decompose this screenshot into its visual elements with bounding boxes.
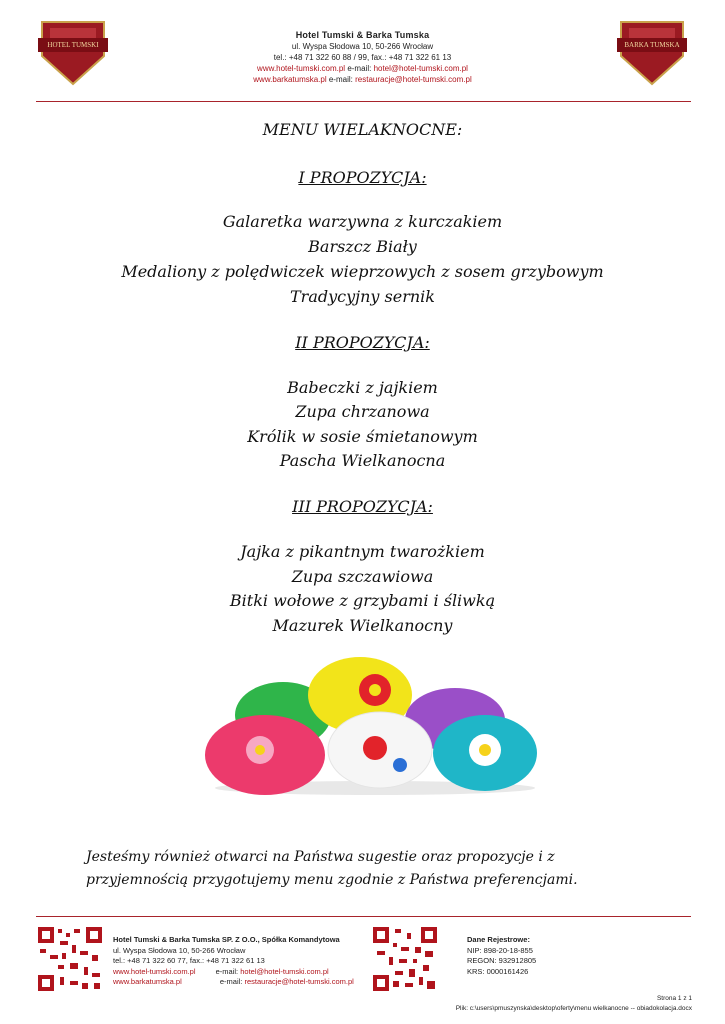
footer-phone: tel.: +48 71 322 60 77, fax.: +48 71 322 61 13	[113, 956, 265, 965]
hotel-logo-text: HOTEL TUMSKI	[38, 38, 108, 52]
footer-website-link-barka[interactable]: www.barkatumska.pl	[113, 977, 182, 986]
qr-code-icon	[371, 925, 439, 993]
dish: Jajka z pikantnym twarożkiem	[240, 542, 485, 561]
dish: Bitki wołowe z grzybami i śliwką	[229, 591, 496, 610]
section-heading: I PROPOZYCJA:	[298, 168, 427, 187]
krs: KRS: 0000161426	[467, 966, 529, 976]
qr-code-icon	[36, 925, 104, 993]
website-link[interactable]: www.hotel-tumski.com.pl	[257, 64, 346, 73]
footer-company-info	[113, 935, 354, 988]
dish: Babeczki z jajkiem	[287, 378, 438, 397]
footer-company-name: Hotel Tumski & Barka Tumska SP. Z O.O., Spółka Komandytowa	[113, 935, 340, 944]
dish: Barszcz Biały	[308, 237, 417, 256]
footer-divider	[36, 916, 691, 917]
dish: Mazurek Wielkanocny	[272, 616, 453, 635]
closing-note: Jesteśmy również otwarci na Państwa sugestie oraz propozycje i z przyjemnością przygotujemy menu zgodnie z Państwa preferencjami.	[86, 849, 578, 888]
section-heading: III PROPOZYCJA:	[292, 497, 433, 516]
email-label: e-mail:	[347, 64, 372, 73]
footer-email-label: e-mail:	[215, 966, 239, 976]
dish: Pascha Wielkanocna	[279, 451, 446, 470]
website-link-barka[interactable]: www.barkatumska.pl	[253, 75, 327, 84]
hotel-address: ul. Wyspa Słodowa 10, 50-266 Wrocław	[291, 42, 434, 51]
header-divider	[36, 101, 691, 102]
menu-title: MENU WIELAKNOCNE:	[262, 120, 463, 139]
footer-website-link[interactable]: www.hotel-tumski.com.pl	[113, 966, 196, 976]
barka-logo-text: BARKA TUMSKA	[617, 38, 687, 52]
section-heading: II PROPOZYCJA:	[295, 333, 430, 352]
hotel-phone: tel.: +48 71 322 60 88 / 99, fax.: +48 71 322 61 13	[273, 53, 452, 62]
page-number: Strona 1 z 1	[656, 995, 692, 1002]
dish: Medaliony z polędwiczek wieprzowych z sosem grzybowym	[121, 262, 604, 281]
email-label: e-mail:	[328, 75, 353, 84]
footer-email-link-restaurant[interactable]: restauracje@hotel-tumski.com.pl	[244, 977, 354, 986]
dish: Zupa szczawiowa	[291, 567, 434, 586]
registration-title: Dane Rejestrowe:	[467, 935, 530, 944]
footer-email-label: e-mail:	[219, 977, 243, 986]
dish: Galaretka warzywna z kurczakiem	[222, 212, 503, 231]
footer-email-link[interactable]: hotel@hotel-tumski.com.pl	[240, 966, 329, 976]
email-link-restaurant[interactable]: restauracje@hotel-tumski.com.pl	[355, 75, 472, 84]
dish: Tradycyjny sernik	[290, 287, 435, 306]
letterhead	[0, 30, 725, 85]
hotel-name: Hotel Tumski & Barka Tumska	[295, 30, 430, 40]
email-link[interactable]: hotel@hotel-tumski.com.pl	[373, 64, 468, 73]
footer-registration	[467, 935, 536, 977]
footer-address: ul. Wyspa Słodowa 10, 50-266 Wrocław	[113, 945, 246, 955]
nip: NIP: 898-20-18-855	[467, 945, 533, 955]
easter-eggs-image	[205, 650, 545, 795]
dish: Zupa chrzanowa	[295, 402, 430, 421]
regon: REGON: 932912805	[467, 956, 537, 965]
dish: Królik w sosie śmietanowym	[247, 427, 478, 446]
file-path: Plik: c:\users\pmuszynska\desktop\oferty\menu wielkanocne -- obiadokolacja.docx	[455, 1005, 692, 1012]
